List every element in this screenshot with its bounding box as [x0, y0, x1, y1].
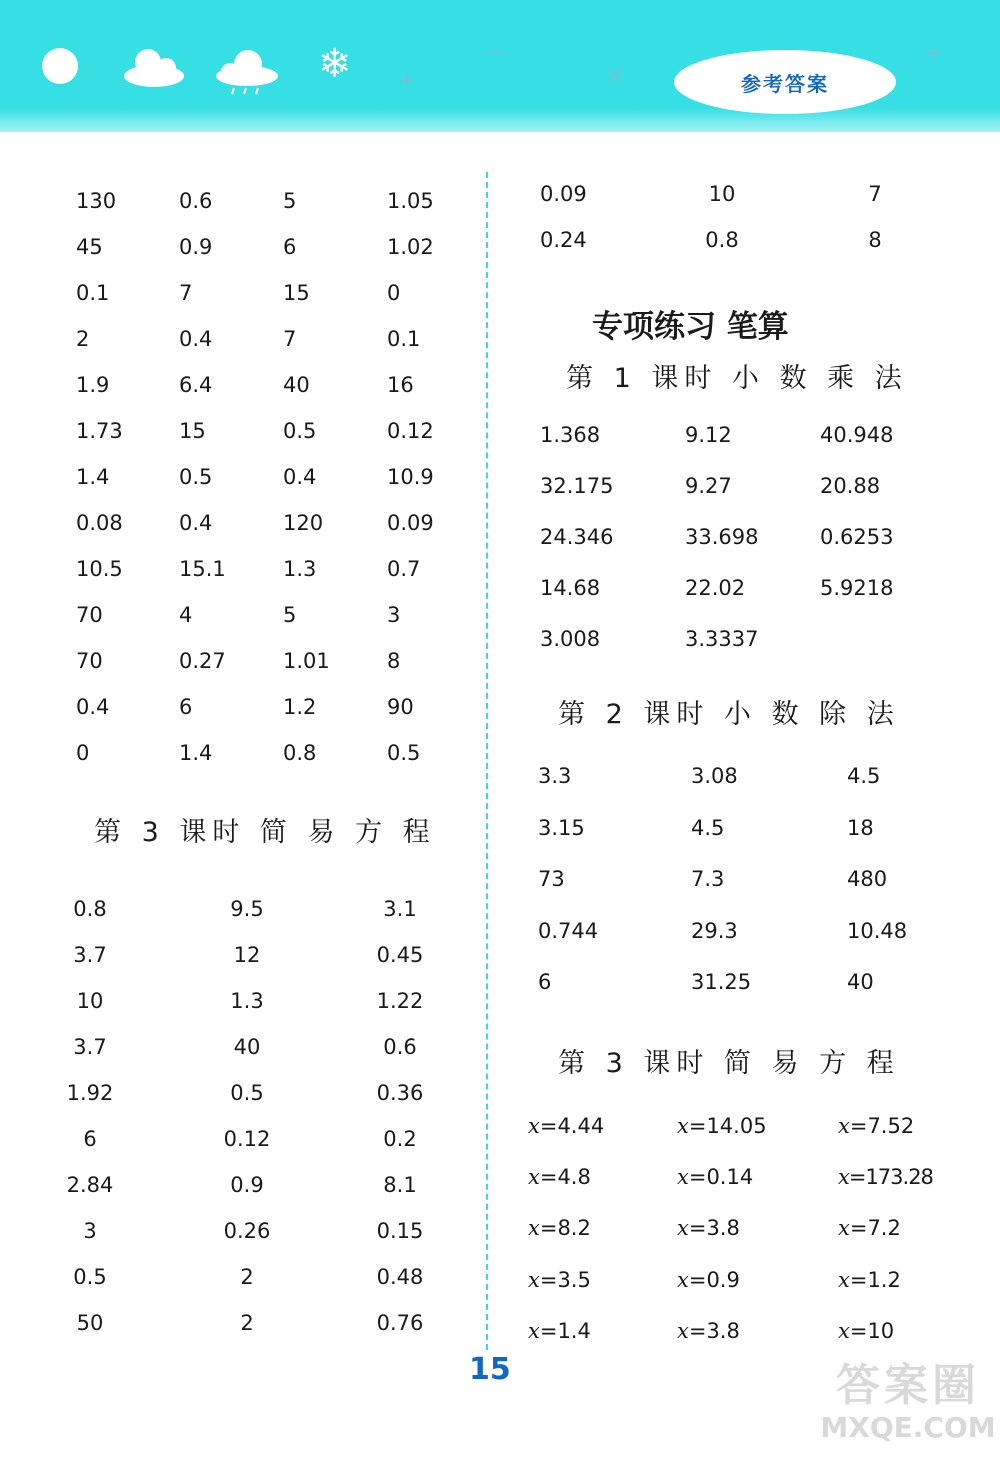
equation-value: =7.2 [849, 1216, 901, 1241]
table-cell: 9.12 [685, 423, 732, 447]
minus-symbol: − [484, 38, 506, 68]
equation-cell [677, 1267, 740, 1293]
table-cell: 10 [708, 182, 736, 206]
table-row [486, 918, 1000, 970]
table-cell: 3.7 [73, 1035, 107, 1059]
table-cell: 0.5 [387, 741, 421, 765]
table-cell: 0.76 [376, 1311, 424, 1335]
table-cell: 3 [387, 603, 401, 627]
table-cell: 12 [233, 943, 261, 967]
table-cell: 24.346 [540, 525, 614, 549]
table-cell: 18 [847, 815, 874, 840]
table-cell: 90 [387, 695, 414, 719]
equation-value: =8.2 [539, 1216, 591, 1241]
table-cell: 3.7 [73, 943, 107, 967]
table-cell: 4 [179, 603, 193, 627]
table-cell: 6 [538, 970, 552, 994]
table-row [0, 1310, 486, 1356]
table-cell: 0 [387, 281, 401, 305]
equation-cell [528, 1267, 591, 1293]
table-cell: 3.3 [538, 764, 572, 788]
table-cell: 4.5 [691, 815, 725, 840]
variable-x: x [528, 1267, 540, 1292]
equation-value: =173.28 [848, 1165, 933, 1190]
table-cell: 0.12 [387, 419, 434, 443]
table-cell: 1.3 [230, 989, 264, 1013]
table-row [486, 969, 1000, 1021]
right-lesson1-table [486, 422, 1000, 677]
table-cell: 15.1 [179, 557, 226, 581]
variable-x: x [677, 1318, 689, 1343]
watermark-line2: MXQE.COM [820, 1411, 996, 1444]
table-row [0, 988, 486, 1034]
table-cell: 5 [283, 603, 297, 627]
equation-value: =3.8 [688, 1318, 740, 1343]
equation-cell [528, 1318, 591, 1344]
page-number: 15 [469, 1352, 511, 1387]
table-cell: 0.5 [179, 465, 213, 489]
table-cell: 3.15 [538, 815, 585, 840]
variable-x: x [528, 1114, 540, 1138]
watermark-logo [818, 1360, 998, 1455]
table-cell: 8 [387, 649, 401, 673]
table-cell: 0.15 [376, 1219, 424, 1243]
table-cell: 6 [179, 695, 193, 719]
table-cell: 0.8 [705, 228, 739, 252]
left-top-answer-table [0, 188, 486, 786]
equation-cell [838, 1164, 933, 1190]
table-cell: 3 [83, 1219, 97, 1243]
table-cell: 0.12 [223, 1127, 271, 1151]
table-cell: 4.5 [847, 764, 881, 788]
table-row [0, 602, 486, 648]
table-row [0, 648, 486, 694]
table-cell: 20.88 [820, 474, 881, 498]
table-row [486, 1267, 1000, 1318]
table-cell: 33.698 [685, 525, 759, 549]
table-cell: 7.3 [691, 867, 725, 891]
table-cell: 0.9 [230, 1173, 264, 1197]
table-cell: 10.48 [847, 918, 908, 943]
table-cell: 0.26 [223, 1219, 271, 1243]
table-row [0, 464, 486, 510]
equation-cell [677, 1113, 767, 1139]
table-cell: 0.2 [383, 1127, 417, 1151]
table-cell: 0.5 [73, 1265, 107, 1289]
table-cell: 1.368 [540, 423, 601, 447]
variable-x: x [838, 1267, 850, 1292]
equation-value: =0.9 [688, 1267, 740, 1292]
equation-cell [838, 1113, 914, 1139]
table-cell: 6.4 [179, 373, 213, 397]
table-cell: 0.9 [179, 235, 213, 259]
table-cell: 50 [76, 1311, 104, 1335]
right-lesson3-table [486, 1113, 1000, 1369]
table-row [0, 1080, 486, 1126]
right-lesson1-title: 第 1 课时 小 数 乘 法 [566, 363, 908, 394]
table-row [0, 740, 486, 786]
table-cell: 0.08 [76, 511, 123, 535]
table-cell: 0.1 [76, 281, 110, 305]
variable-x: x [528, 1216, 540, 1241]
variable-x: x [838, 1114, 850, 1138]
table-row [486, 1164, 1000, 1215]
table-cell: 2 [240, 1311, 254, 1335]
left-lesson3-title: 第 3 课时 简 易 方 程 [94, 817, 436, 848]
table-cell: 0.24 [540, 228, 587, 252]
table-row [0, 1034, 486, 1080]
table-cell: 10 [76, 989, 104, 1013]
equation-cell [838, 1267, 901, 1293]
equation-value: =3.8 [688, 1216, 740, 1241]
table-cell: 9.27 [685, 474, 732, 498]
table-cell: 3.3337 [685, 627, 759, 651]
equation-cell [838, 1318, 894, 1344]
table-cell: 2 [76, 327, 90, 351]
table-cell: 0.4 [76, 695, 110, 719]
table-cell: 10.9 [387, 465, 434, 489]
right-lesson2-table [486, 763, 1000, 1021]
table-cell: 9.5 [230, 897, 264, 921]
table-cell: 1.02 [387, 235, 434, 259]
equation-value: =1.4 [539, 1318, 591, 1343]
table-cell: 0.8 [283, 741, 317, 765]
table-row [486, 473, 1000, 524]
table-cell: 0.1 [387, 327, 421, 351]
table-cell: 70 [76, 649, 103, 673]
table-cell: 40 [847, 970, 874, 994]
header-fade [0, 108, 1000, 132]
divide-symbol: ÷ [922, 38, 944, 68]
table-row [0, 188, 486, 234]
table-row [486, 815, 1000, 867]
variable-x: x [838, 1318, 850, 1343]
table-cell: 480 [847, 867, 888, 891]
table-cell: 73 [538, 867, 565, 891]
rain-cloud-icon [214, 48, 280, 96]
variable-x: x [677, 1114, 689, 1138]
table-cell: 0.27 [179, 649, 226, 673]
times-symbol: × [604, 60, 626, 90]
table-cell: 5.9218 [820, 576, 894, 600]
table-cell: 0.6 [179, 189, 213, 213]
table-row [0, 510, 486, 556]
equation-cell [528, 1215, 591, 1241]
equation-value: =1.2 [849, 1267, 901, 1292]
table-row [0, 372, 486, 418]
table-cell: 40 [283, 373, 310, 397]
table-cell: 8 [868, 228, 882, 252]
table-cell: 16 [387, 373, 414, 397]
table-cell: 130 [76, 189, 117, 213]
left-lesson3-table [0, 896, 486, 1356]
equation-cell [528, 1164, 591, 1190]
table-cell: 1.92 [66, 1081, 114, 1105]
equation-value: =0.14 [688, 1165, 754, 1190]
table-cell: 15 [283, 281, 310, 305]
table-row [0, 694, 486, 740]
table-cell: 40 [233, 1035, 261, 1059]
partly-cloudy-icon [120, 46, 186, 88]
table-row [0, 556, 486, 602]
table-cell: 0.5 [230, 1081, 264, 1105]
variable-x: x [677, 1165, 689, 1190]
right-top-answer-table [486, 181, 1000, 273]
sun-icon [42, 48, 78, 84]
table-cell: 40.948 [820, 423, 894, 447]
plus-symbol: + [396, 66, 418, 96]
watermark-line1: 答案圈 [836, 1360, 980, 1411]
equation-value: =4.44 [539, 1114, 605, 1138]
table-cell: 0.6253 [820, 525, 894, 549]
table-cell: 1.2 [283, 695, 317, 719]
table-cell: 0.4 [179, 327, 213, 351]
table-cell: 10.5 [76, 557, 123, 581]
table-row [0, 942, 486, 988]
table-row [486, 1113, 1000, 1164]
table-cell: 0.7 [387, 557, 421, 581]
table-cell: 1.01 [283, 649, 330, 673]
equation-value: =7.52 [849, 1114, 915, 1138]
table-cell: 0.6 [383, 1035, 417, 1059]
table-cell: 3.008 [540, 627, 601, 651]
table-cell: 0.45 [376, 943, 424, 967]
section-heading: 专项练习 笔算 [592, 309, 789, 345]
table-row [0, 896, 486, 942]
table-row [0, 280, 486, 326]
table-cell: 6 [283, 235, 297, 259]
table-cell: 0.4 [283, 465, 317, 489]
table-row [0, 418, 486, 464]
table-row [486, 181, 1000, 227]
equation-cell [677, 1318, 740, 1344]
variable-x: x [838, 1216, 850, 1241]
equation-value: =10 [849, 1318, 895, 1343]
table-cell: 0.5 [283, 419, 317, 443]
table-cell: 1.3 [283, 557, 317, 581]
table-cell: 0.09 [540, 182, 587, 206]
table-cell: 0.4 [179, 511, 213, 535]
table-row [0, 234, 486, 280]
table-cell: 31.25 [691, 970, 752, 994]
table-cell: 0 [76, 741, 90, 765]
table-cell: 0.09 [387, 511, 434, 535]
header-banner [0, 0, 1000, 132]
table-cell: 7 [283, 327, 297, 351]
table-cell: 7 [179, 281, 193, 305]
table-cell: 14.68 [540, 576, 601, 600]
variable-x: x [677, 1267, 689, 1292]
table-cell: 0.744 [538, 918, 599, 943]
variable-x: x [528, 1318, 540, 1343]
variable-x: x [528, 1165, 540, 1190]
table-cell: 7 [868, 182, 882, 206]
snowflake-icon: ❄ [318, 41, 352, 87]
table-row [0, 1126, 486, 1172]
right-lesson2-title: 第 2 课时 小 数 除 法 [558, 699, 900, 730]
table-cell: 22.02 [685, 576, 746, 600]
table-row [486, 626, 1000, 677]
table-cell: 29.3 [691, 918, 738, 943]
table-cell: 2.84 [66, 1173, 114, 1197]
table-row [486, 422, 1000, 473]
table-row [0, 1172, 486, 1218]
table-cell: 1.9 [76, 373, 110, 397]
equation-cell [528, 1113, 604, 1139]
table-cell: 6 [83, 1127, 97, 1151]
table-cell: 15 [179, 419, 206, 443]
table-cell: 2 [240, 1265, 254, 1289]
table-cell: 1.22 [376, 989, 424, 1013]
variable-x: x [838, 1165, 849, 1190]
equation-cell [677, 1164, 753, 1190]
table-cell: 0.8 [73, 897, 107, 921]
table-cell: 0.48 [376, 1265, 424, 1289]
table-cell: 32.175 [540, 474, 614, 498]
table-row [486, 1215, 1000, 1266]
table-row [0, 1264, 486, 1310]
table-cell: 1.73 [76, 419, 123, 443]
table-cell: 1.4 [179, 741, 213, 765]
table-row [486, 866, 1000, 918]
table-cell: 1.4 [76, 465, 110, 489]
table-row [0, 1218, 486, 1264]
table-cell: 45 [76, 235, 103, 259]
equation-cell [677, 1215, 740, 1241]
table-row [486, 524, 1000, 575]
table-cell: 3.08 [691, 764, 738, 788]
right-lesson3-title: 第 3 课时 简 易 方 程 [558, 1048, 900, 1079]
table-cell: 3.1 [383, 897, 417, 921]
table-row [0, 326, 486, 372]
equation-cell [838, 1215, 901, 1241]
equation-value: =3.5 [539, 1267, 591, 1292]
table-cell: 120 [283, 511, 324, 535]
table-row [486, 227, 1000, 273]
table-cell: 5 [283, 189, 297, 213]
answer-label: 参考答案 [741, 71, 829, 96]
answer-label-badge [674, 50, 896, 114]
table-cell: 8.1 [383, 1173, 417, 1197]
table-cell: 0.36 [376, 1081, 424, 1105]
variable-x: x [677, 1216, 689, 1241]
table-cell: 70 [76, 603, 103, 627]
equation-value: =14.05 [688, 1114, 767, 1138]
table-row [486, 575, 1000, 626]
table-row [486, 763, 1000, 815]
table-cell: 1.05 [387, 189, 434, 213]
equation-value: =4.8 [539, 1165, 591, 1190]
